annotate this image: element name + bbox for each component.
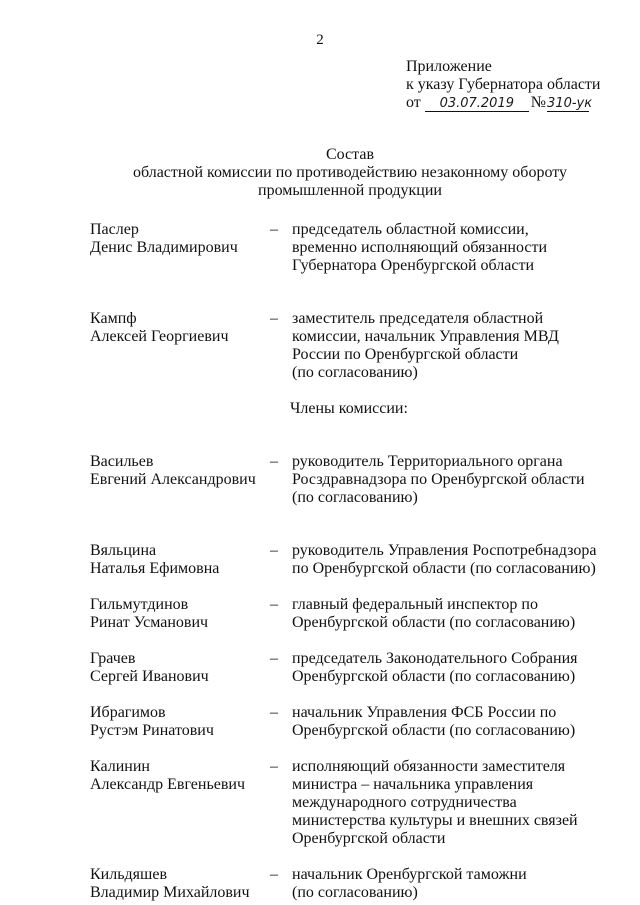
roster-entry-chair: [90, 221, 610, 275]
person-surname: Ибрагимов: [90, 704, 166, 721]
date-prefix: от: [406, 94, 421, 111]
person-role: заместитель председателя областной комиссии, начальник Управления МВД России по Оренбургской области (по согласованию): [292, 310, 559, 381]
appendix-date-line: [406, 94, 636, 112]
roster-entry-member: [90, 704, 610, 740]
roster-entry-member: [90, 650, 610, 686]
title-line-1: Состав: [325, 146, 374, 163]
person-given-names: Сергей Иванович: [90, 668, 209, 685]
person-surname: Паслер: [90, 221, 139, 238]
roster-entry-member: [90, 542, 610, 578]
title-line-3: промышленной продукции: [258, 182, 442, 199]
commission-roster: [90, 221, 610, 902]
person-given-names: Рустэм Ринатович: [90, 722, 214, 739]
roster-entry-member: [90, 866, 610, 902]
person-name: [90, 542, 266, 578]
title-line-2: областной комиссии по противодействию незаконному обороту: [132, 164, 568, 181]
person-given-names: Ринат Усманович: [90, 614, 209, 631]
person-given-names: Александр Евгеньевич: [90, 776, 246, 793]
appendix-title: Приложение: [406, 58, 492, 75]
dash-separator: –: [270, 758, 278, 775]
person-name: [90, 221, 266, 257]
dash-separator: –: [270, 650, 278, 667]
dash-separator: –: [270, 221, 278, 238]
appendix-reference: к указу Губернатора области: [406, 76, 601, 93]
dash-separator: –: [270, 310, 278, 327]
person-role: руководитель Управления Роспотребнадзора по Оренбургской области (по согласованию): [292, 542, 597, 577]
person-name: [90, 310, 266, 346]
roster-entry-member: [90, 758, 610, 848]
person-role: начальник Управления ФСБ России по Оренбургской области (по согласованию): [292, 704, 576, 739]
person-given-names: Денис Владимирович: [90, 239, 238, 256]
person-name: [90, 758, 266, 794]
appendix-block: [406, 58, 636, 112]
person-given-names: Владимир Михайлович: [90, 884, 250, 901]
document-title: [0, 146, 640, 200]
person-name: [90, 596, 266, 632]
members-heading: Члены комиссии:: [290, 400, 408, 417]
person-surname: Гильмутдинов: [90, 596, 189, 613]
person-name: [90, 866, 266, 902]
person-surname: Кильдяшев: [90, 866, 167, 883]
person-surname: Грачев: [90, 650, 136, 667]
dash-separator: –: [270, 453, 278, 470]
number-sign: №: [530, 94, 547, 111]
dash-separator: –: [270, 596, 278, 613]
person-surname: Кампф: [90, 310, 137, 327]
person-given-names: Алексей Георгиевич: [90, 328, 229, 345]
dash-separator: –: [270, 704, 278, 721]
person-role: председатель областной комиссии, временно исполняющий обязанности Губернатора Оренбургской области: [292, 221, 548, 274]
person-surname: Калинин: [90, 758, 150, 775]
person-name: [90, 650, 266, 686]
roster-entry-member: [90, 596, 610, 632]
person-role: главный федеральный инспектор по Оренбургской области (по согласованию): [292, 596, 576, 631]
dash-separator: –: [270, 866, 278, 883]
page-number: 2: [316, 32, 324, 48]
handwritten-date: 03.07.2019: [425, 97, 529, 112]
person-surname: Вяльцина: [90, 542, 157, 559]
person-name: [90, 704, 266, 740]
roster-entry-member: [90, 453, 610, 507]
person-name: [90, 453, 266, 489]
dash-separator: –: [270, 542, 278, 559]
roster-entry-deputy-chair: [90, 310, 610, 382]
person-role: руководитель Территориального органа Росздравнадзора по Оренбургской области (по согласованию): [292, 453, 585, 506]
person-role: председатель Законодательного Собрания Оренбургской области (по согласованию): [292, 650, 578, 685]
person-given-names: Наталья Ефимовна: [90, 560, 220, 577]
handwritten-number: 310-ук: [547, 96, 593, 111]
person-role: начальник Оренбургской таможни (по согласованию): [292, 866, 527, 901]
person-role: исполняющий обязанности заместителя министра – начальника управления международного сотрудничества министерства культуры и внешних связей Оренбургской области: [292, 758, 578, 847]
person-given-names: Евгений Александрович: [90, 471, 256, 488]
person-surname: Васильев: [90, 453, 154, 470]
